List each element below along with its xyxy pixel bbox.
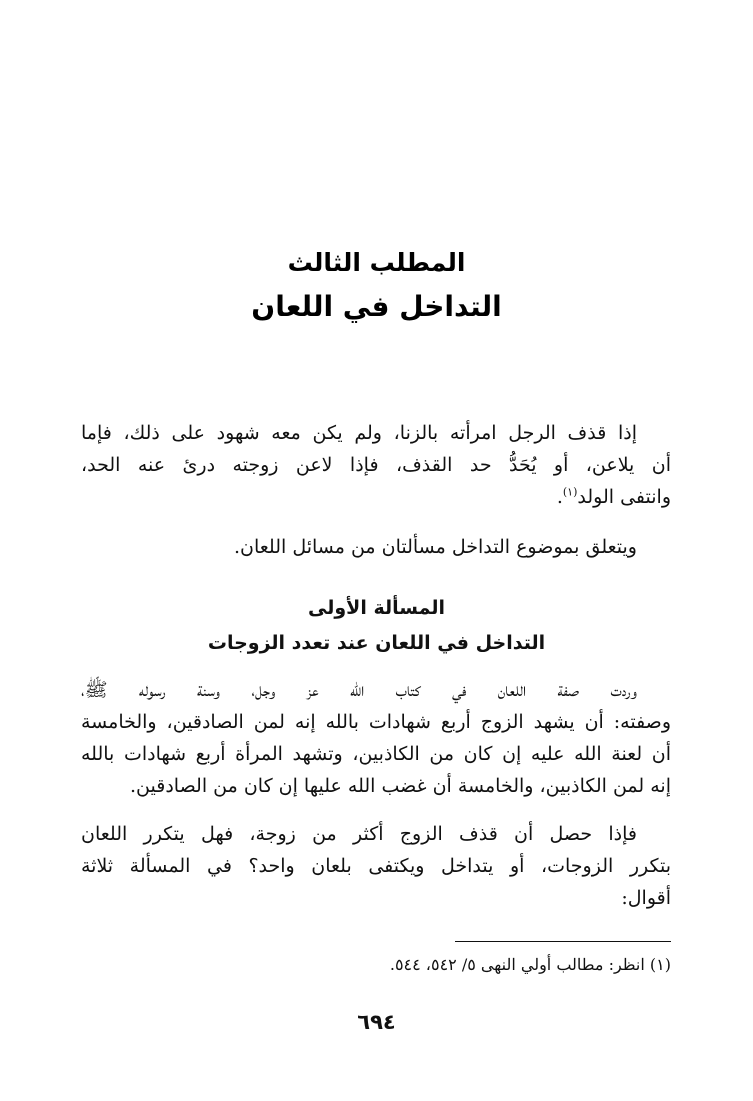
section-title: التداخل في اللعان xyxy=(251,290,502,323)
footnote-marker: (١) xyxy=(649,955,671,974)
paragraph-3-line-3: أن لعنة الله عليه إن كان من الكاذبين، وتشهد المرأة أربع شهادات بالله xyxy=(81,743,671,765)
footnote xyxy=(81,952,671,978)
paragraph-1-line-3-text: وانتفى الولد xyxy=(577,486,671,508)
paragraph-3-line-1: وردت صفة اللعان في كتاب الله عز وجل، وسنة رسوله ﷺ، xyxy=(81,679,637,701)
issue-1-label: المسألة الأولى xyxy=(308,597,445,619)
issue-1-title: التداخل في اللعان عند تعدد الزوجات xyxy=(207,632,546,654)
paragraph-4-line-1: فإذا حصل أن قذف الزوج أكثر من زوجة، فهل يتكرر اللعان xyxy=(81,823,637,845)
paragraph-4-line-3: أقوال: xyxy=(621,887,671,909)
footnote-divider xyxy=(455,941,671,942)
footnote-reference[interactable]: (١) xyxy=(562,485,578,499)
paragraph-1-end: . xyxy=(556,486,563,508)
paragraph-2-line-1: ويتعلق بموضوع التداخل مسألتان من مسائل اللعان. xyxy=(233,536,637,558)
paragraph-1-line-2: أن يلاعن، أو يُحَدُّ حد القذف، فإذا لاعن زوجته درئ عنه الحد، xyxy=(81,454,671,476)
paragraph-3-line-2: وصفته: أن يشهد الزوج أربع شهادات بالله إنه لمن الصادقين، والخامسة xyxy=(81,711,671,733)
paragraph-2 xyxy=(81,531,671,563)
paragraph-1 xyxy=(81,417,671,513)
paragraph-4 xyxy=(81,818,671,914)
paragraph-3-line-4: إنه لمن الكاذبين، والخامسة أن غضب الله عليها إن كان من الصادقين. xyxy=(130,775,671,797)
paragraph-3 xyxy=(81,674,671,802)
footnote-text: انظر: مطالب أولي النهى ٥/ ٥٤٢، ٥٤٤. xyxy=(389,955,645,974)
paragraph-1-line-1: إذا قذف الرجل امرأته بالزنا، ولم يكن معه شهود على ذلك، فإما xyxy=(81,422,637,444)
section-heading: المطلب الثالث xyxy=(287,248,466,277)
paragraph-1-line-3 xyxy=(81,481,671,513)
page-number: ٦٩٤ xyxy=(357,1010,396,1034)
paragraph-4-line-2: بتكرر الزوجات، أو يتداخل ويكتفى بلعان واحد؟ في المسألة ثلاثة xyxy=(81,855,671,877)
